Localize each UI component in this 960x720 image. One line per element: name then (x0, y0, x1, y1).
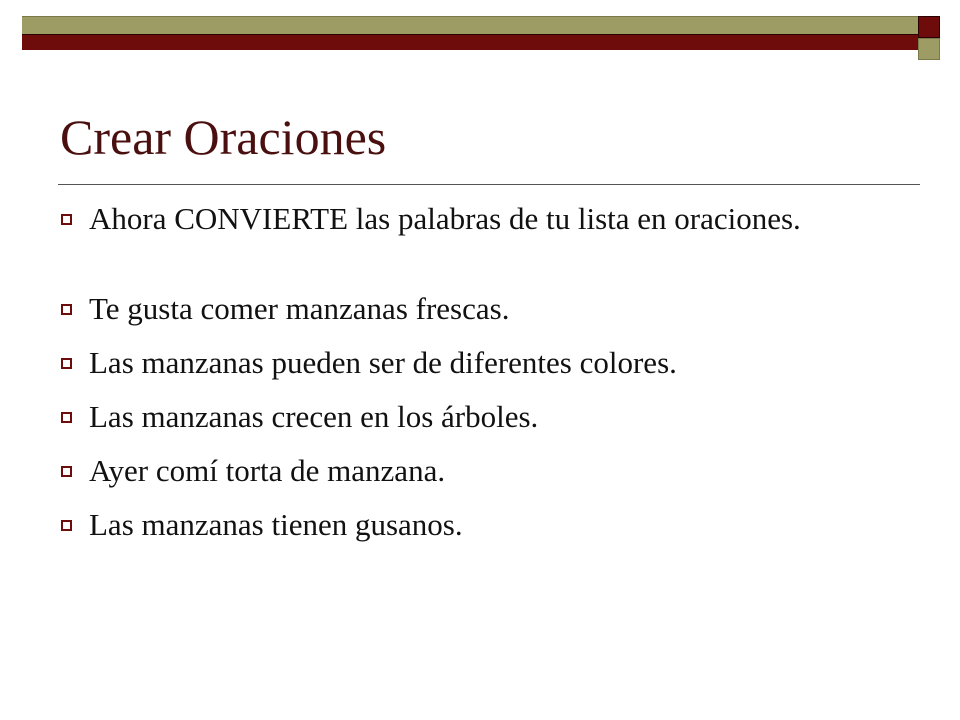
hollow-square-bullet-icon (61, 214, 72, 225)
title-underline (58, 184, 920, 185)
bullet-item (60, 290, 910, 328)
bullet-text: Ahora CONVIERTE las palabras de tu lista en oraciones. (89, 201, 801, 236)
bullet-item (60, 506, 910, 544)
bullet-item (60, 200, 910, 238)
bullet-text: Las manzanas pueden ser de diferentes colores. (89, 345, 677, 380)
corner-block-dark (918, 16, 940, 38)
hollow-square-bullet-icon (61, 412, 72, 423)
hollow-square-bullet-icon (61, 520, 72, 531)
bullet-text: Las manzanas tienen gusanos. (89, 507, 463, 542)
header-band-dark (22, 34, 918, 50)
hollow-square-bullet-icon (61, 358, 72, 369)
bullet-item (60, 452, 910, 490)
bullet-text: Ayer comí torta de manzana. (89, 453, 446, 488)
bullet-text: Las manzanas crecen en los árboles. (89, 399, 539, 434)
bullet-text: Te gusta comer manzanas frescas. (89, 291, 510, 326)
bullet-item (60, 344, 910, 382)
hollow-square-bullet-icon (61, 304, 72, 315)
bullet-item (60, 398, 910, 436)
corner-block-olive (918, 38, 940, 60)
slide-title: Crear Oraciones (60, 109, 387, 165)
bullet-list (60, 200, 910, 560)
hollow-square-bullet-icon (61, 466, 72, 477)
